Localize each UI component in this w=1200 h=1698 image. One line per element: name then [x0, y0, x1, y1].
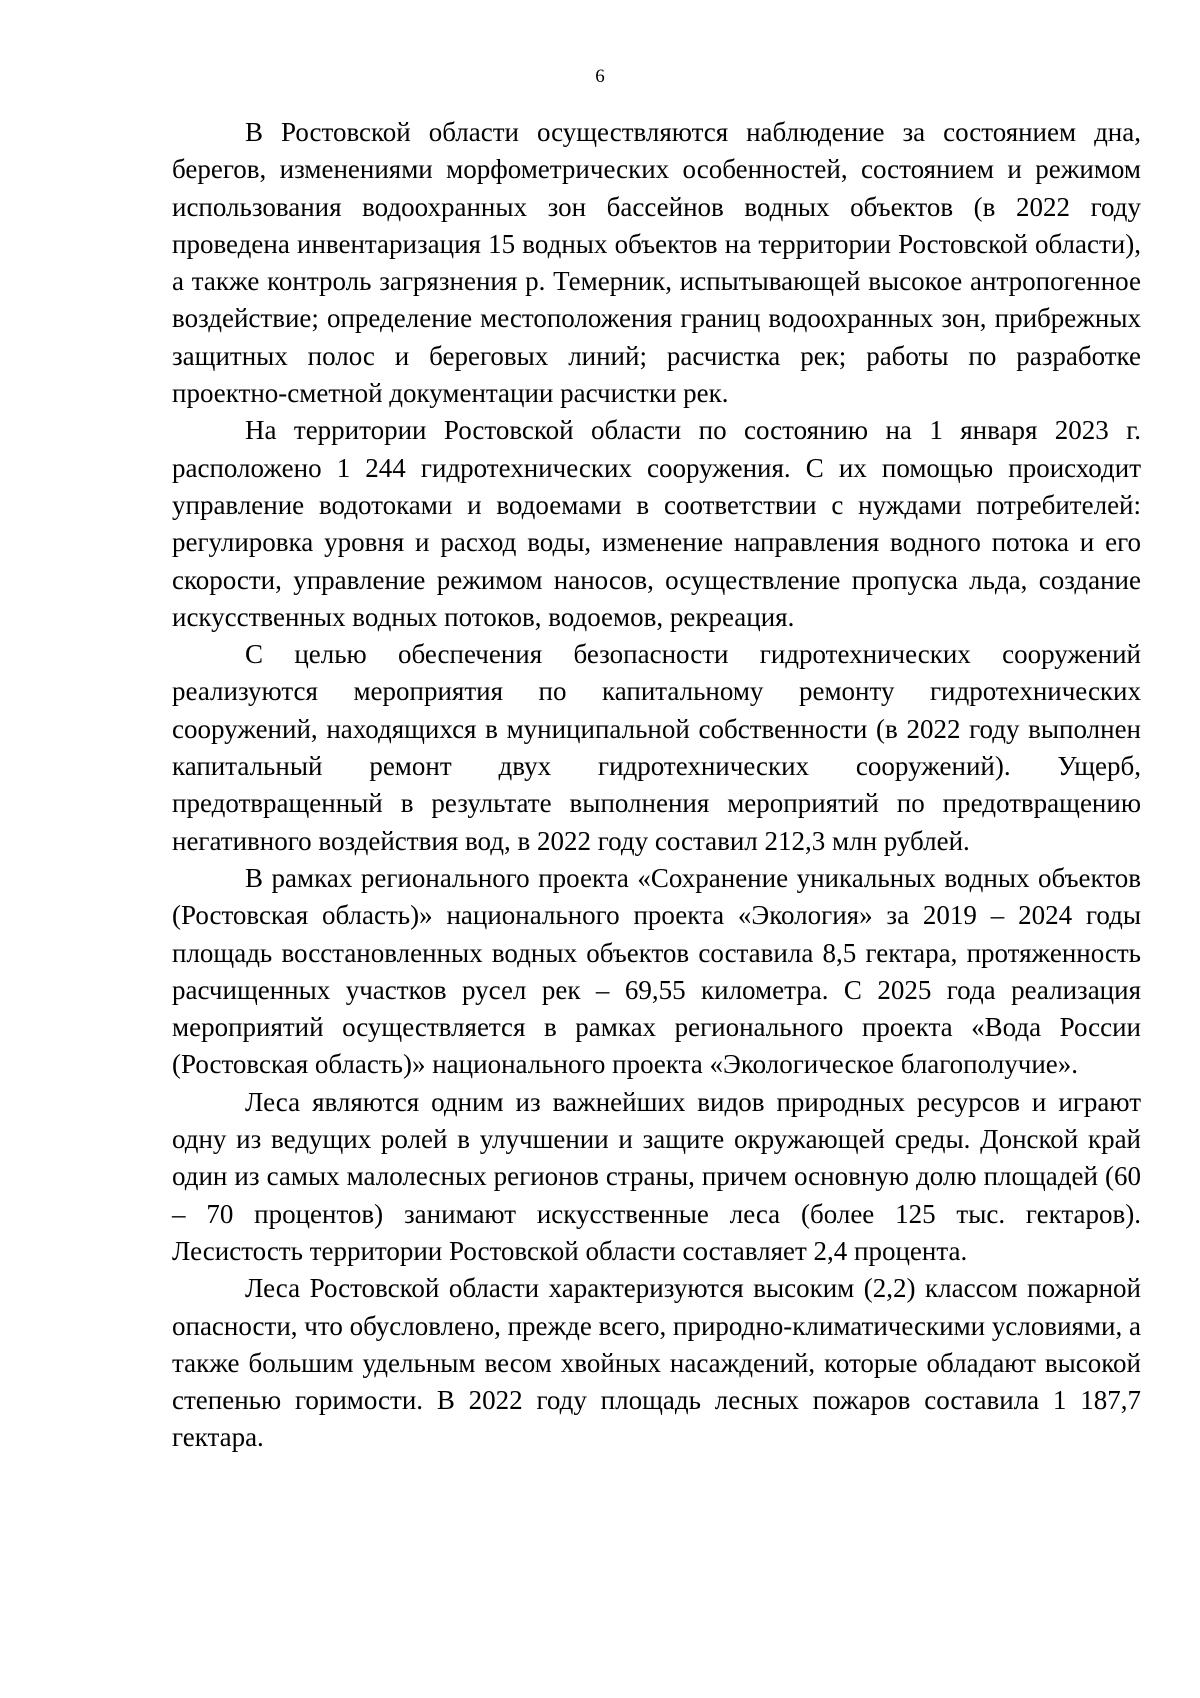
- paragraph-forest-fires: Леса Ростовской области характеризуются высоким (2,2) классом пожарной опасности, что обусловлено, прежде всего, природно-климатическими условиями, а также большим удельным весом хвойных насаждений, которые обладают высокой степенью горимости. В 2022 году площадь лесных пожаров составила 1 187,7 гектара.: [172, 1273, 1141, 1453]
- page-number: 6: [595, 66, 605, 87]
- paragraph-water-monitoring: В Ростовской области осуществляются наблюдение за состоянием дна, берегов, изменениями морфометрических особенностей, состоянием и режимом использования водоохранных зон бассейнов водных объектов (в 2022 году проведена инвентаризация 15 водных объектов на территории Ростовской области), а также контроль загрязнения р. Темерник, испытывающей высокое антропогенное воздействие; определение местоположения границ водоохранных зон, прибрежных защитных полос и береговых линий; расчистка рек; работы по разработке проектно-сметной документации расчистки рек.: [172, 117, 1141, 409]
- paragraph-structure-safety: С целью обеспечения безопасности гидротехнических сооружений реализуются мероприятия по капитальному ремонту гидротехнических сооружений, находящихся в муниципальной собственности (в 2022 году выполнен капитальный ремонт двух гидротехнических сооружений). Ущерб, предотвращенный в результате выполнения мероприятий по предотвращению негативного воздействия вод, в 2022 году составил 212,3 млн рублей.: [172, 639, 1141, 856]
- document-body: [172, 114, 1141, 1457]
- paragraph-regional-project: В рамках регионального проекта «Сохранение уникальных водных объектов (Ростовская область)» национального проекта «Экология» за 2019 – 2024 годы площадь восстановленных водных объектов составила 8,5 гектара, протяженность расчищенных участков русел рек – 69,55 километра. С 2025 года реализация мероприятий осуществляется в рамках регионального проекта «Вода России (Ростовская область)» национального проекта «Экологическое благополучие».: [172, 862, 1141, 1080]
- paragraph-forests: Леса являются одним из важнейших видов природных ресурсов и играют одну из ведущих ролей в улучшении и защите окружающей среды. Донской край один из самых малолесных регионов страны, причем основную долю площадей (60 – 70 процентов) занимают искусственные леса (более 125 тыс. гектаров). Лесистость территории Ростовской области составляет 2,4 процента.: [172, 1086, 1141, 1266]
- paragraph-hydraulic-structures: На территории Ростовской области по состоянию на 1 января 2023 г. расположено 1 244 гидротехнических сооружения. С их помощью происходит управление водотоками и водоемами в соответствии с нуждами потребителей: регулировка уровня и расход воды, изменение направления водного потока и его скорости, управление режимом наносов, осуществление пропуска льда, создание искусственных водных потоков, водоемов, рекреация.: [172, 415, 1141, 632]
